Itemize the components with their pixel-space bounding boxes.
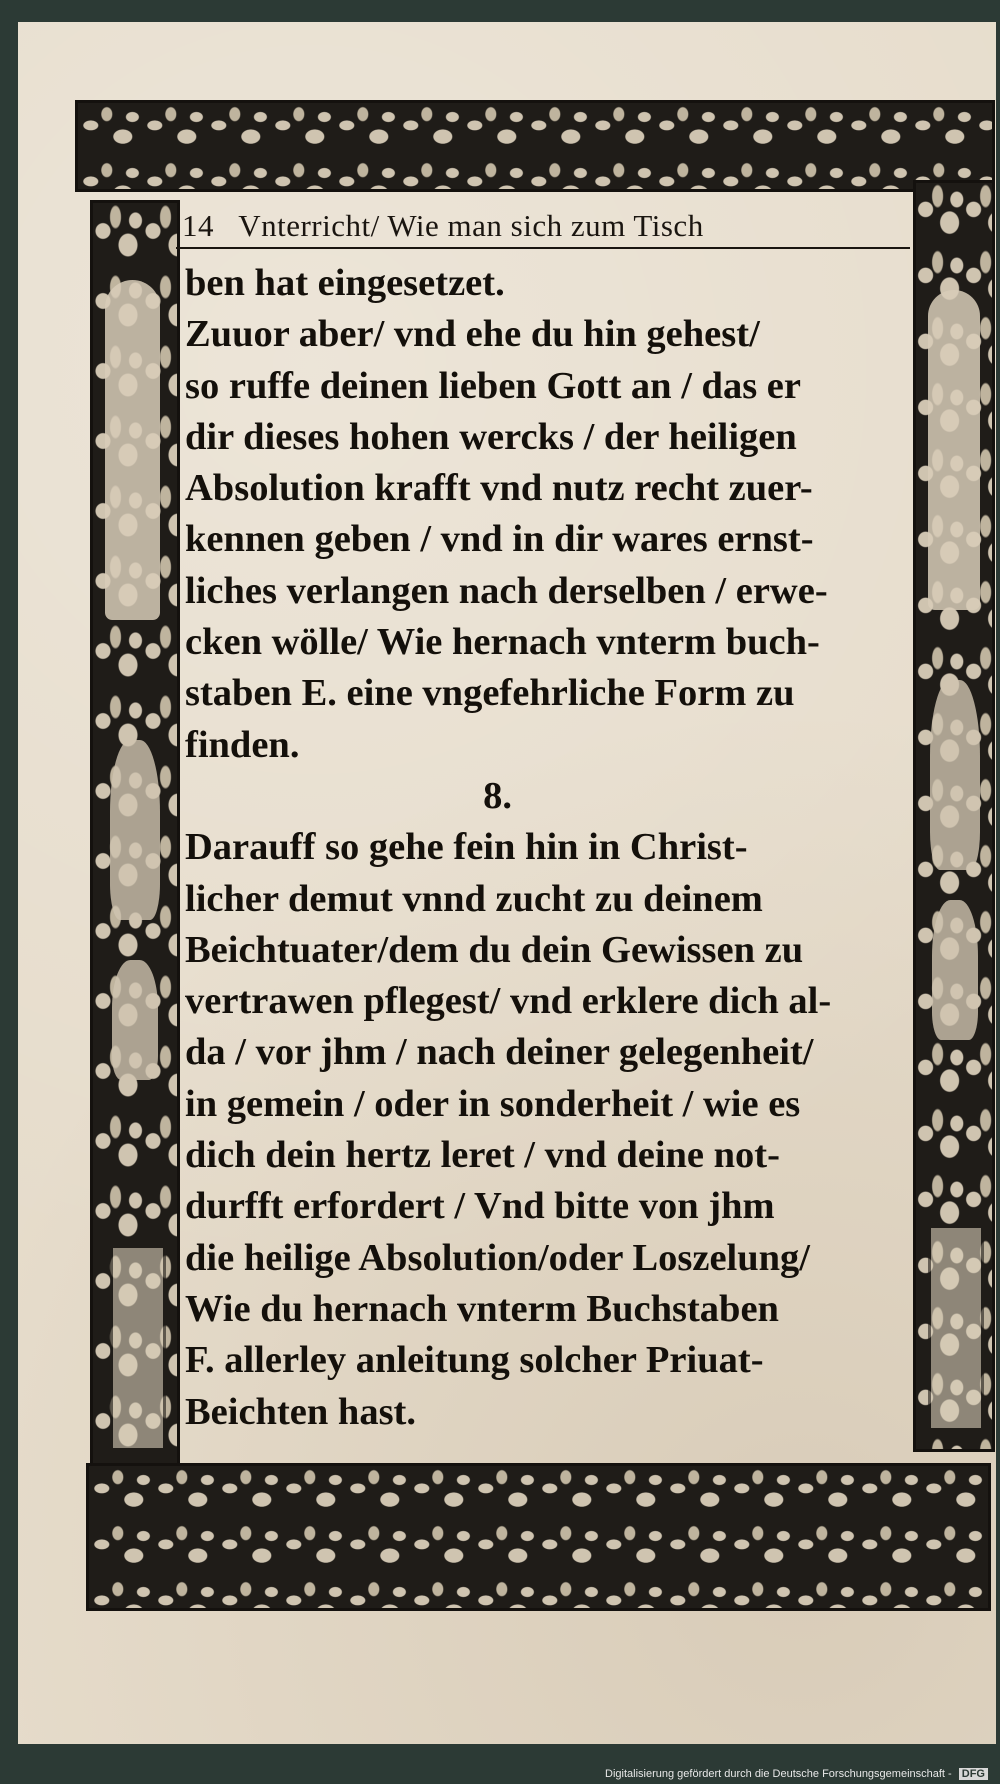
body-text	[185, 258, 910, 1438]
text-line: vertrawen pflegest/ vnd erklere dich al-	[185, 980, 832, 1023]
text-line: cken wölle/ Wie hernach vnterm buch-	[185, 621, 820, 664]
text-line: staben E. eine vngefehrliche Form zu	[185, 672, 795, 715]
text-line: dir dieses hohen wercks / der heiligen	[185, 415, 797, 458]
vase-ornament-icon	[110, 740, 160, 920]
ornamental-top-border	[75, 100, 995, 192]
text-line: Beichtuater/dem du dein Gewissen zu	[185, 928, 804, 971]
page-number: 14	[182, 208, 214, 243]
text-line: dich dein hertz leret / vnd deine not-	[185, 1134, 780, 1177]
text-line: Darauff so gehe fein hin in Christ-	[185, 826, 748, 869]
vase-ornament-icon	[932, 900, 978, 1040]
text-line: ben hat eingesetzet.	[185, 262, 505, 304]
vase-ornament-icon	[112, 960, 158, 1080]
vase-ornament-icon	[930, 680, 980, 870]
text-line: Wie du hernach vnterm Buchstaben	[185, 1287, 779, 1330]
header-rule	[176, 247, 910, 249]
text-line: durfft erfordert / Vnd bitte von jhm	[185, 1185, 775, 1228]
dfg-logo: DFG	[959, 1768, 988, 1780]
ornamental-bottom-border	[86, 1463, 991, 1611]
text-line: Zuuor aber/ vnd ehe du hin gehest/	[185, 313, 760, 356]
text-line: F. allerley anleitung solcher Priuat-	[185, 1339, 764, 1382]
saint-figure-left-icon	[105, 280, 160, 620]
text-line: Beichten hast.	[185, 1390, 416, 1433]
digitization-credit	[605, 1768, 988, 1780]
ornament-panel-icon	[928, 1225, 984, 1431]
text-line: Absolution krafft vnd nutz recht zuer-	[185, 467, 813, 510]
text-line: liches verlangen nach derselben / erwe-	[185, 569, 828, 612]
text-line: die heilige Absolution/oder Loszelung/	[185, 1236, 811, 1279]
text-line: licher demut vnnd zucht zu deinem	[185, 877, 763, 920]
text-line: kennen geben / vnd in dir wares ernst-	[185, 518, 814, 561]
ornament-panel-icon	[110, 1245, 166, 1451]
text-line: in gemein / oder in sonderheit / wie es	[185, 1082, 801, 1125]
credit-text: Digitalisierung gefördert durch die Deutsche Forschungsgemeinschaft -	[605, 1768, 952, 1780]
running-title: Vnterricht/ Wie man sich zum Tisch	[238, 208, 704, 243]
text-line: so ruffe deinen lieben Gott an / das er	[185, 364, 801, 407]
text-line: da / vor jhm / nach deiner gelegenheit/	[185, 1031, 814, 1074]
section-number: 8.	[483, 774, 512, 817]
saint-figure-right-icon	[928, 290, 980, 610]
running-header	[182, 208, 912, 248]
text-line: finden.	[185, 723, 300, 766]
